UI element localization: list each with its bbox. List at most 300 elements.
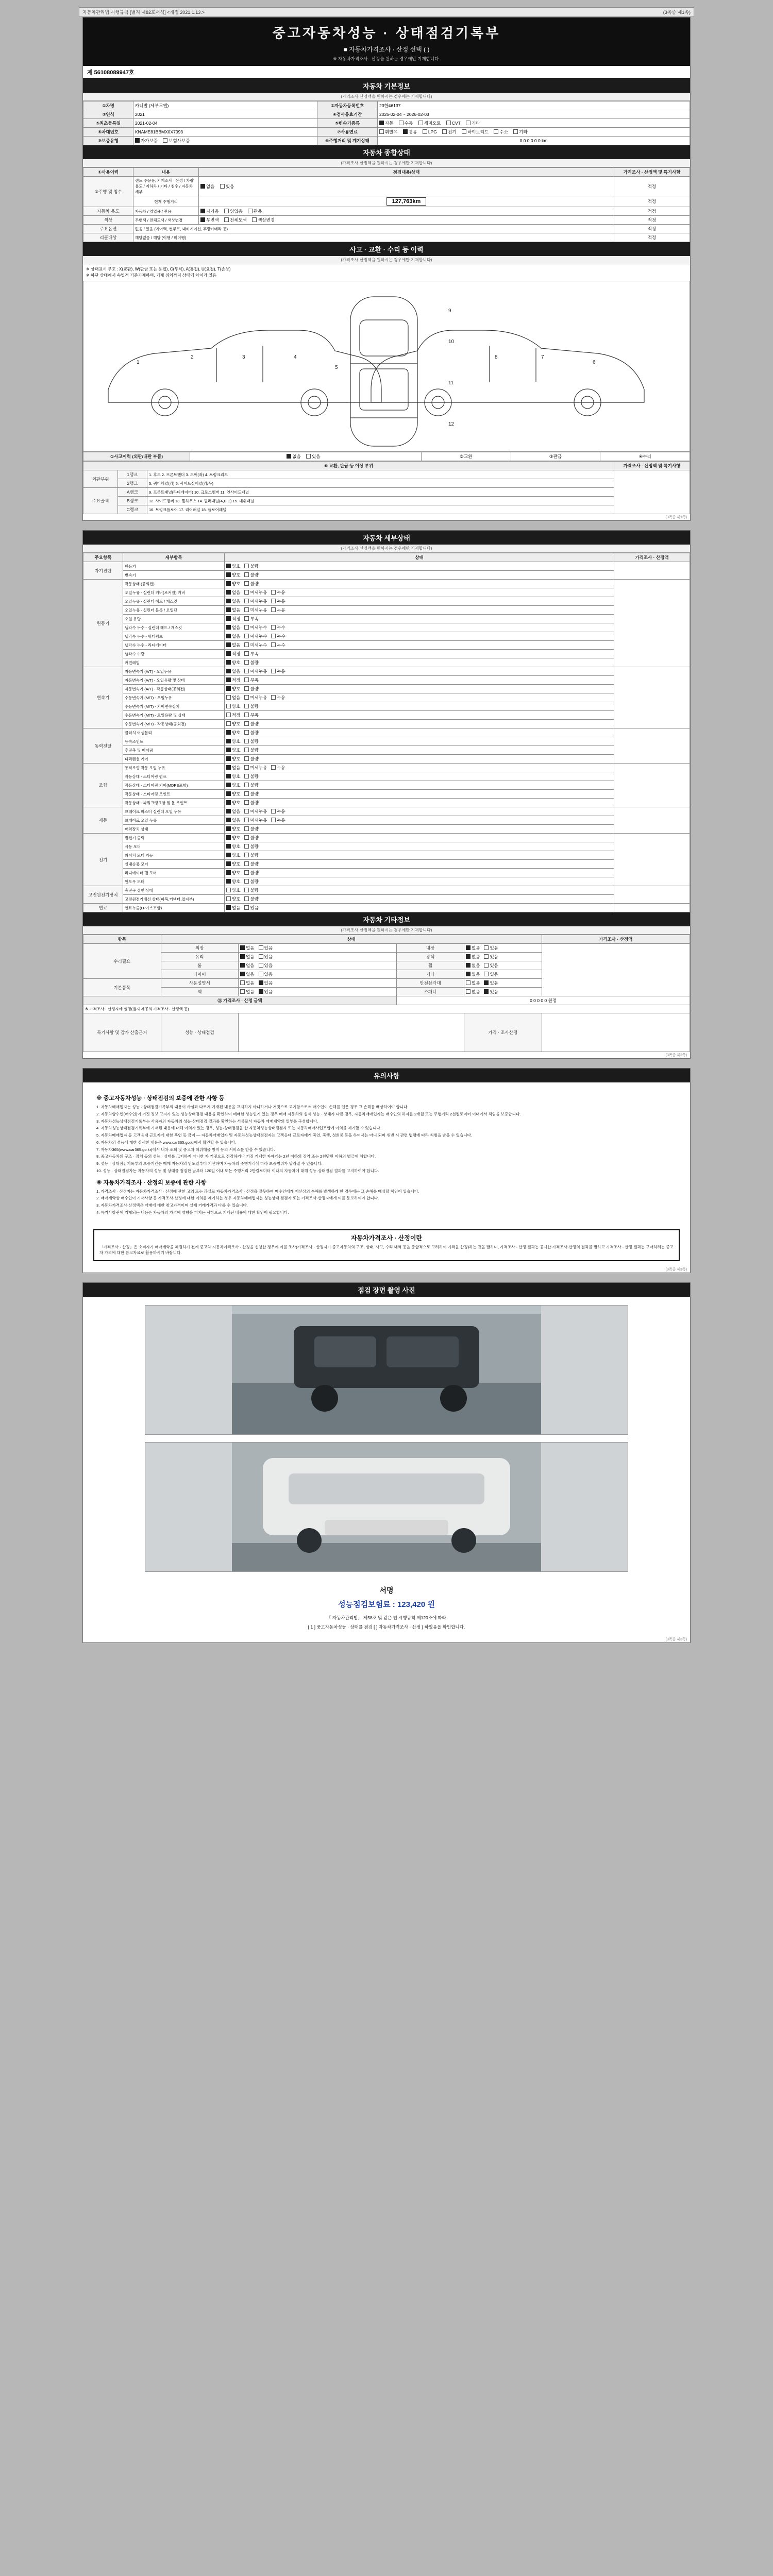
others-header-item: 항목 — [83, 935, 161, 944]
cb-bad[interactable]: 불량 — [244, 800, 258, 806]
detail-row-state — [225, 650, 614, 658]
value-car-name: 카니발 (세부모델) — [133, 101, 317, 110]
option-fuel-lpg[interactable]: LPG — [423, 129, 437, 134]
cb-none[interactable]: 없음 — [226, 642, 240, 648]
cb-bad[interactable]: 불량 — [244, 773, 258, 779]
cb-ok[interactable]: 적정 — [226, 616, 240, 622]
detail-row-label: 충전구 절연 상태 — [123, 886, 225, 895]
detail-row-label: 오일누유 - 실린더 헤드 / 개스킷 — [123, 597, 225, 606]
cb-none[interactable]: 없음 — [226, 624, 240, 631]
notice-item-2: 3. 자동차가격조사·산정액은 매매에 대한 참고가격이며 실제 거래가격과 다를 수 있습니다. — [96, 1203, 248, 1208]
option-trans-cvt[interactable]: CVT — [446, 121, 461, 126]
cb-good[interactable]: 양호 — [226, 659, 240, 666]
detail-row-label: 작동상태 - 스티어링 펌프 — [123, 772, 225, 781]
cb-ok[interactable]: 적정 — [226, 677, 240, 683]
cb-none[interactable]: 없음 — [466, 954, 480, 960]
cb-yes[interactable]: 있음 — [484, 989, 498, 995]
cb-good[interactable]: 양호 — [226, 563, 240, 569]
cb-good[interactable]: 양호 — [226, 756, 240, 762]
cb-good[interactable]: 양호 — [226, 773, 240, 779]
option-trans-etc[interactable]: 기타 — [466, 120, 480, 126]
cb-yes[interactable]: 있음 — [484, 962, 498, 969]
cb-none[interactable]: 없음 — [240, 971, 254, 977]
cb-bad[interactable]: 불량 — [244, 686, 258, 692]
car-diagram-svg — [83, 281, 690, 451]
cb-bad[interactable]: 불량 — [244, 782, 258, 788]
cb-low[interactable]: 부족 — [244, 616, 258, 622]
option-warranty-self[interactable]: 자가보증 — [135, 138, 158, 144]
mileage-value: 127,763km — [386, 197, 427, 206]
label-mileage-meter: ⑩주행거리 및 계기상태 — [317, 137, 378, 145]
cb-usage-public[interactable]: 관용 — [248, 208, 262, 214]
page-label-4: (3쪽중 제3쪽) — [665, 1638, 687, 1642]
cb-leak[interactable]: 누유 — [271, 607, 285, 613]
cb-minor[interactable]: 미세누유 — [244, 817, 267, 823]
cb-good[interactable]: 양호 — [226, 730, 240, 736]
cb-good[interactable]: 양호 — [226, 703, 240, 709]
others-state-r — [464, 953, 542, 961]
cb-good[interactable]: 양호 — [226, 870, 240, 876]
accident-parts-table — [83, 461, 690, 514]
detail-row-state — [225, 562, 614, 571]
detail-row-state — [225, 764, 614, 772]
others-label: 외장 — [161, 944, 239, 953]
option-fuel-gasoline[interactable]: 휘발유 — [379, 129, 398, 135]
cb-leak[interactable]: 누유 — [271, 598, 285, 604]
value-first-reg: 2021-02-04 — [133, 119, 317, 128]
row-label-options: 주요옵션 — [83, 225, 133, 233]
cb-bad[interactable]: 불량 — [244, 870, 258, 876]
svg-text:12: 12 — [448, 421, 455, 427]
cb-good[interactable]: 양호 — [226, 826, 240, 832]
cb-bad[interactable]: 불량 — [244, 756, 258, 762]
detail-header-sub: 세부항목 — [123, 553, 225, 562]
cb-leak[interactable]: 누유 — [271, 694, 285, 701]
detail-row-state — [225, 737, 614, 746]
compare-right-value — [542, 1013, 690, 1052]
cb-bad[interactable]: 불량 — [244, 747, 258, 753]
detail-row-state — [225, 588, 614, 597]
cb-none[interactable]: 없음 — [466, 945, 480, 951]
option-fuel-electric[interactable]: 전기 — [442, 129, 456, 135]
cb-bad[interactable]: 불량 — [244, 730, 258, 736]
cb-yes[interactable]: 있음 — [259, 989, 273, 995]
detail-row-state — [225, 571, 614, 580]
page-subtitle: ■ 자동차가격조사 · 산정 선택 ( ) — [343, 46, 430, 53]
cb-yes[interactable]: 있음 — [259, 962, 273, 969]
others-state — [239, 970, 397, 979]
label-car-name: ①차명 — [83, 101, 133, 110]
page-title: 중고자동차성능 · 상태점검기록부 — [272, 25, 501, 41]
option-fuel-etc[interactable]: 기타 — [513, 129, 527, 135]
cb-minor[interactable]: 미세누유 — [244, 668, 267, 674]
others-label-r: 기타 — [397, 970, 464, 979]
others-state — [239, 961, 397, 970]
label-reg-number: ②자동차등록번호 — [317, 101, 378, 110]
value-year: 2021 — [133, 110, 317, 119]
detail-row-label: 클러치 어셈블리 — [123, 728, 225, 737]
header-usage: ①사용이력 — [83, 168, 133, 177]
detail-row-label: 수동변속기 (M/T) - 기어변속장치 — [123, 702, 225, 711]
cb-bad[interactable]: 불량 — [244, 835, 258, 841]
accident-history-state — [190, 452, 422, 461]
option-trans-auto[interactable]: 자동 — [379, 120, 393, 126]
inspection-fee-label: 성능점검보험료 : — [338, 1600, 395, 1609]
cb-bad[interactable]: 불량 — [244, 861, 258, 867]
cb-bad[interactable]: 불량 — [244, 887, 258, 893]
notice-item: 1. 자동차매매업자는 성능 · 상태점검기록부의 내용이 사실과 다르게 기재된 내용을 교지하지 아니하거나 거짓으로 교지함으로써 매수인이 손해를 입은 경우 그 손해를 배상하여야 합니다. — [96, 1105, 409, 1109]
cb-color-original[interactable]: 무변색 — [200, 217, 219, 223]
others-state-r — [464, 979, 542, 988]
cb-leak[interactable]: 누수 — [271, 633, 285, 639]
cb-minor[interactable]: 미세누유 — [244, 808, 267, 815]
cb-leak[interactable]: 누유 — [271, 668, 285, 674]
cb-yes[interactable]: 있음 — [259, 971, 273, 977]
value-mileage-meter: 0 0 0 0 0 0 km — [378, 137, 690, 145]
detail-row-state — [225, 728, 614, 737]
inspection-photo-2 — [145, 1442, 628, 1572]
detail-group-engine: 원동기 — [83, 580, 123, 667]
detail-row-label: 추진축 및 베어링 — [123, 746, 225, 755]
cb-flood-none[interactable]: 없음 — [200, 183, 214, 190]
detail-row-state — [225, 693, 614, 702]
cb-bad[interactable]: 불량 — [244, 703, 258, 709]
compare-left-label: 성능 · 상태점검 — [161, 1013, 239, 1052]
notice-item: 3. 자동차성능상태점검기록부는 사용자의 자동차의 성능·상태점검 결과를 확인하는 서류로서 자동차 매매계약의 일부를 구성합니다. — [96, 1118, 318, 1124]
notice-head-2: ※ 자동차가격조사 · 산정의 보증에 관한 사항 — [96, 1179, 207, 1186]
footer-legal-1: 「 자동차관리법」 제58조 및 같은 법 시행규칙 제120조에 따라 — [327, 1615, 446, 1621]
detail-row-state — [225, 685, 614, 693]
note-options: 적정 — [614, 225, 690, 233]
cb-none[interactable]: 없음 — [226, 633, 240, 639]
cb-leak[interactable]: 누수 — [271, 642, 285, 648]
cb-leak[interactable]: 누수 — [271, 624, 285, 631]
row-state-color — [199, 216, 614, 225]
cb-bad[interactable]: 불량 — [244, 738, 258, 744]
accident-repair: ④수리 — [600, 452, 690, 461]
cb-none[interactable]: 없음 — [466, 989, 480, 995]
cb-minor[interactable]: 미세누수 — [244, 624, 267, 631]
row-label-usage: 자동차 용도 — [83, 207, 133, 216]
detail-row-label: 오일누유 - 실린더 커버(로커암) 커버 — [123, 588, 225, 597]
option-fuel-hydrogen[interactable]: 수소 — [494, 129, 508, 135]
accident-exchange: ②교환 — [421, 452, 511, 461]
detail-row-note — [614, 807, 690, 834]
detail-row-state — [225, 597, 614, 606]
row-detail-usage: 자동차 / 영업용 / 관용 — [133, 207, 199, 216]
row-state-usage — [199, 207, 614, 216]
svg-text:5: 5 — [335, 365, 338, 370]
detail-row-label: 브레이크 오일 누유 — [123, 816, 225, 825]
option-trans-semi[interactable]: 세미오토 — [418, 120, 441, 126]
detail-group-selfdiag: 자기진단 — [83, 562, 123, 580]
svg-text:9: 9 — [448, 308, 451, 314]
cb-yes[interactable]: 있음 — [484, 980, 498, 986]
cb-good[interactable]: 양호 — [226, 791, 240, 797]
detail-row-label: 냉각수 누수 - 실린더 헤드 / 개스킷 — [123, 623, 225, 632]
detail-row-state — [225, 755, 614, 764]
others-state-r — [464, 970, 542, 979]
label-year: ③연식 — [83, 110, 133, 119]
detail-row-label: 윈도우 모터 — [123, 877, 225, 886]
cb-good[interactable]: 양호 — [226, 572, 240, 578]
detail-row-label: 등속조인트 — [123, 737, 225, 746]
compare-right-label: 가격 · 조사산정 — [464, 1013, 542, 1052]
others-label-r: 스패너 — [397, 988, 464, 996]
detail-row-label: 수동변속기 (M/T) - 오일유량 및 상태 — [123, 711, 225, 720]
cb-usage-private[interactable]: 자가용 — [200, 208, 219, 214]
cb-bad[interactable]: 불량 — [244, 826, 258, 832]
note-usage: 적정 — [614, 207, 690, 216]
photos-title: 점검 장면 촬영 사진 — [83, 1283, 690, 1297]
accident-summary-table — [83, 452, 690, 461]
notice-item: 8. 중고자동차의 구조 · 장치 등의 성능 · 상태를 고지하지 아니한 자 거짓으로 점검하거나 거짓 기재한 자에게는 2년 이하의 징역 또는 2천만원 이하의 벌금에 처합니다. — [96, 1154, 376, 1159]
form-code: 자동차관리법 시행규칙 [별지 제82호서식] <개정 2021.1.13.> — [82, 10, 205, 15]
rank-a-items: 9. 프론트패널(라디에이터) 10. 크로스멤버 11. 인사이드패널 — [147, 488, 614, 497]
cb-good[interactable]: 양호 — [226, 747, 240, 753]
cb-leak[interactable]: 누유 — [271, 765, 285, 771]
cb-yes[interactable]: 있음 — [259, 954, 273, 960]
cb-good[interactable]: 양호 — [226, 887, 240, 893]
definition-box-text: 「가격조사 · 산정」은 소비자가 매매계약을 체결하기 전에 중고차 자동차가격조사 · 산정을 신청한 경우에 이를 조사(가격조사 · 산정자가 중고자동차의 구조, 상태, 사고, 수리 내역 등을 종합적으로 고려하여 가격을 산정)하는 것을 말하며, 가격조사 · 산정 결과는 공시한 가격조사·산정의 결과를 말하고 가격조사 · 산정 결과는 구매하려는 중고차 가격에 대한 참고자료로 활용하시기 바랍니다. — [99, 1244, 674, 1256]
section-others-subtitle: (가격조사·산정액을 원하시는 경우에만 기재합니다) — [83, 926, 690, 935]
cb-none[interactable]: 없음 — [240, 980, 254, 986]
cb-yes[interactable]: 있음 — [259, 980, 273, 986]
cb-none[interactable]: 없음 — [226, 589, 240, 596]
cb-good[interactable]: 양호 — [226, 721, 240, 727]
section-others-title: 자동차 기타정보 — [83, 912, 690, 926]
detail-group-electric: 전기 — [83, 834, 123, 886]
cb-none[interactable]: 없음 — [240, 954, 254, 960]
cb-bad[interactable]: 불량 — [244, 878, 258, 885]
cb-leak[interactable]: 누유 — [271, 808, 285, 815]
page-indicator: (3쪽중 제1쪽) — [663, 10, 691, 15]
cb-bad[interactable]: 불량 — [244, 581, 258, 587]
cb-good[interactable]: 양호 — [226, 852, 240, 858]
detail-row-state — [225, 869, 614, 877]
detail-row-label: 오일 유량 — [123, 615, 225, 623]
cb-yes[interactable]: 있음 — [259, 945, 273, 951]
cb-bad[interactable]: 불량 — [244, 852, 258, 858]
cb-good[interactable]: 양호 — [226, 861, 240, 867]
detail-row-label: 냉각수 수량 — [123, 650, 225, 658]
cb-low[interactable]: 부족 — [244, 677, 258, 683]
label-vin: ⑥차대번호 — [83, 128, 133, 137]
cb-none[interactable]: 없음 — [226, 607, 240, 613]
cb-good[interactable]: 양호 — [226, 835, 240, 841]
cb-leak[interactable]: 누유 — [271, 589, 285, 596]
cb-ok[interactable]: 적정 — [226, 651, 240, 657]
cb-minor[interactable]: 미세누유 — [244, 694, 267, 701]
cb-bad[interactable]: 불량 — [244, 791, 258, 797]
cb-minor[interactable]: 미세누유 — [244, 607, 267, 613]
cb-low[interactable]: 부족 — [244, 712, 258, 718]
cb-color-full[interactable]: 전체도색 — [224, 217, 247, 223]
value-vin: KNAME81BBMX0X7093 — [133, 128, 317, 137]
price-note: ※ 가격조사 · 산정자에 설명(별지 제공의 가격조사 · 산정액 등) — [83, 1005, 690, 1013]
cb-none[interactable]: 없음 — [240, 962, 254, 969]
cb-none[interactable]: 없음 — [226, 694, 240, 701]
cb-minor[interactable]: 미세누수 — [244, 633, 267, 639]
rank-2-items: 5. 쿼터패널(좌) 6. 사이드실패널(좌/우) — [147, 479, 614, 488]
footer-legal-2: [ 1 ] 중고자동차성능 · 상태를 점검 [ ] 자동차가격조사 · 산정 } 하였음을 확인합니다. — [308, 1624, 465, 1630]
option-trans-manual[interactable]: 수동 — [399, 120, 413, 126]
page-label-2: (3쪽중 제2쪽) — [665, 1054, 687, 1057]
svg-text:7: 7 — [541, 354, 544, 360]
section-accident-title: 사고 · 교환 · 수리 등 이력 — [83, 242, 690, 256]
cb-good[interactable]: 양호 — [226, 843, 240, 850]
cb-bad[interactable]: 불량 — [244, 896, 258, 902]
detail-row-label: 배력장치 상태 — [123, 825, 225, 834]
others-label: 타이어 — [161, 970, 239, 979]
section-overall-subtitle: (가격조사·산정액을 원하시는 경우에만 기재합니다) — [83, 159, 690, 167]
option-fuel-diesel[interactable]: 경유 — [403, 129, 417, 135]
document-page — [0, 7, 773, 1643]
detail-row-label: 냉각수 누수 - 라디에이터 — [123, 641, 225, 650]
detail-row-label: 라디에이터 팬 모터 — [123, 869, 225, 877]
others-label: 사용설명서 — [161, 979, 239, 988]
label-inspection-period: ④검사유효기간 — [317, 110, 378, 119]
detail-row-label: 시동 모터 — [123, 842, 225, 851]
detail-row-state — [225, 834, 614, 842]
detail-row-state — [225, 807, 614, 816]
label-fuel: ⑦사용연료 — [317, 128, 378, 137]
cb-good[interactable]: 양호 — [226, 738, 240, 744]
note-mileage: 적정 — [614, 196, 690, 207]
cb-good[interactable]: 양호 — [226, 800, 240, 806]
row-detail-options: 없음 / 있음 (에어백, 썬루프, 내비게이션, 후방카메라 등) — [133, 225, 614, 233]
svg-text:1: 1 — [137, 360, 140, 365]
value-reg-number: 23한46137 — [378, 101, 690, 110]
accident-parts-note — [614, 470, 690, 514]
others-state-r — [464, 961, 542, 970]
detail-row-label: 작동상태 - 파워크랭크암 및 볼 조인트 — [123, 799, 225, 807]
cb-none[interactable]: 없음 — [466, 962, 480, 969]
cb-bad[interactable]: 불량 — [244, 659, 258, 666]
notice-title: 유의사항 — [83, 1069, 690, 1082]
others-note — [542, 944, 690, 996]
detail-row-note — [614, 580, 690, 667]
cb-yes[interactable]: 있음 — [244, 905, 258, 911]
notice-item: 2. 자동차양수인(매수인)이 거짓 정보 고지가 있는 성능상태점검 내용을 확인하여 매매한 성능인기 있는 경우 매매 자동차의 실제 성능 · 상태가 다른 경우, 자동차매매업자는 매수인의 하자를 2개월 또는 주행거리 2천킬로미터 이내에서 책임을 보증합니다. — [96, 1111, 521, 1116]
cb-none[interactable]: 없음 — [466, 971, 480, 977]
cb-none[interactable]: 없음 — [466, 980, 480, 986]
cb-bad[interactable]: 불량 — [244, 843, 258, 850]
detail-row-state — [225, 623, 614, 632]
others-label-r: 광택 — [397, 953, 464, 961]
detail-row-state — [225, 702, 614, 711]
detail-row-label: 커먼레일 — [123, 658, 225, 667]
option-warranty-insurer[interactable]: 보험사보증 — [163, 138, 190, 144]
note-color: 적정 — [614, 216, 690, 225]
rank-1: 1랭크 — [118, 470, 147, 479]
cb-accident-none[interactable]: 없음 — [287, 453, 300, 460]
cb-low[interactable]: 부족 — [244, 651, 258, 657]
detail-row-label: 자동변속기 (A/T) - 오일누유 — [123, 667, 225, 676]
cb-yes[interactable]: 있음 — [484, 954, 498, 960]
cb-good[interactable]: 양호 — [226, 782, 240, 788]
others-label: 룸 — [161, 961, 239, 970]
detail-row-label: 연료누출(LP가스포함) — [123, 904, 225, 912]
cb-good[interactable]: 양호 — [226, 896, 240, 902]
cb-color-change[interactable]: 색상변경 — [252, 217, 275, 223]
row-label-recall: 리콜대상 — [83, 233, 133, 242]
page-header-note: ※ 자동차가격조사 · 산정을 원하는 경우에만 기재합니다. — [333, 56, 440, 61]
cb-none[interactable]: 없음 — [240, 945, 254, 951]
cb-yes[interactable]: 있음 — [484, 971, 498, 977]
cb-good[interactable]: 양호 — [226, 878, 240, 885]
row-label-color: 색상 — [83, 216, 133, 225]
value-warranty — [133, 137, 317, 145]
option-fuel-hybrid[interactable]: 하이브리드 — [462, 129, 489, 135]
cb-minor[interactable]: 미세누유 — [244, 765, 267, 771]
cb-minor[interactable]: 미세누유 — [244, 598, 267, 604]
cb-none[interactable]: 없음 — [226, 808, 240, 815]
rank-c-items: 16. 트렁크플로어 17. 리어패널 18. 플로어패널 — [147, 505, 614, 514]
cb-bad[interactable]: 불량 — [244, 563, 258, 569]
page-label-3: (3쪽중 제3쪽) — [665, 1268, 687, 1272]
cb-leak[interactable]: 누유 — [271, 817, 285, 823]
detail-row-state — [225, 720, 614, 728]
detail-row-label: 자동변속기 (A/T) - 작동상태(공회전) — [123, 685, 225, 693]
svg-text:3: 3 — [242, 354, 245, 360]
cb-bad[interactable]: 불량 — [244, 572, 258, 578]
cb-usage-business[interactable]: 영업용 — [224, 208, 243, 214]
notice-item: 6. 자동차의 성능에 대한 상세한 내용은 www.car365.go.kr에서 확인할 수 있습니다. — [96, 1140, 237, 1145]
notice-item-2: 4. 특기사항란에 기재되는 내용은 자동차의 가격에 영향을 미치는 사항으로 기재된 내용에 대한 확인이 필요합니다. — [96, 1210, 289, 1215]
detail-header-state: 상태 — [225, 553, 614, 562]
cb-none[interactable]: 없음 — [240, 989, 254, 995]
cb-none[interactable]: 없음 — [226, 905, 240, 911]
cb-none[interactable]: 없음 — [226, 817, 240, 823]
cb-yes[interactable]: 있음 — [484, 945, 498, 951]
section-basic-subtitle: (가격조사·산정액을 원하시는 경우에는 기재합니다) — [83, 93, 690, 101]
sheet-page-2 — [82, 530, 691, 1059]
cb-none[interactable]: 없음 — [226, 668, 240, 674]
others-state — [239, 944, 397, 953]
cb-good[interactable]: 양호 — [226, 581, 240, 587]
form-meta-bar — [79, 7, 694, 17]
cb-good[interactable]: 양호 — [226, 686, 240, 692]
row-state-flood — [199, 177, 614, 196]
detail-row-state — [225, 904, 614, 912]
accident-parts-note-header: 가격조사 · 산정액 및 특기사항 — [614, 462, 690, 470]
cb-ok[interactable]: 적정 — [226, 712, 240, 718]
sheet-page-1 — [82, 17, 691, 521]
detail-row-note — [614, 886, 690, 904]
others-label-r: 안전삼각대 — [397, 979, 464, 988]
value-inspection-period: 2025-02-04 ~ 2026-02-03 — [378, 110, 690, 119]
compare-label: 특기사항 및 감가 산출근거 — [83, 1013, 161, 1052]
group-frame: 주요골격 — [83, 488, 118, 514]
detail-row-state — [225, 860, 614, 869]
sheet-page-3 — [82, 1068, 691, 1273]
detail-row-state — [225, 580, 614, 588]
cb-none[interactable]: 없음 — [226, 598, 240, 604]
signature-label: 서명 — [379, 1586, 394, 1595]
detail-row-state — [225, 781, 614, 790]
cb-minor[interactable]: 미세누유 — [244, 589, 267, 596]
cb-bad[interactable]: 불량 — [244, 721, 258, 727]
detail-row-label: 작동상태 - 스티어링 조인트 — [123, 790, 225, 799]
cb-accident-yes[interactable]: 있음 — [306, 453, 320, 460]
label-first-reg: ⑤최초등록일 — [83, 119, 133, 128]
cb-flood-yes[interactable]: 있음 — [220, 183, 234, 190]
cb-minor[interactable]: 미세누수 — [244, 642, 267, 648]
photo-2-image — [145, 1443, 628, 1571]
cb-none[interactable]: 없음 — [226, 765, 240, 771]
inspection-photo-1 — [145, 1305, 628, 1435]
